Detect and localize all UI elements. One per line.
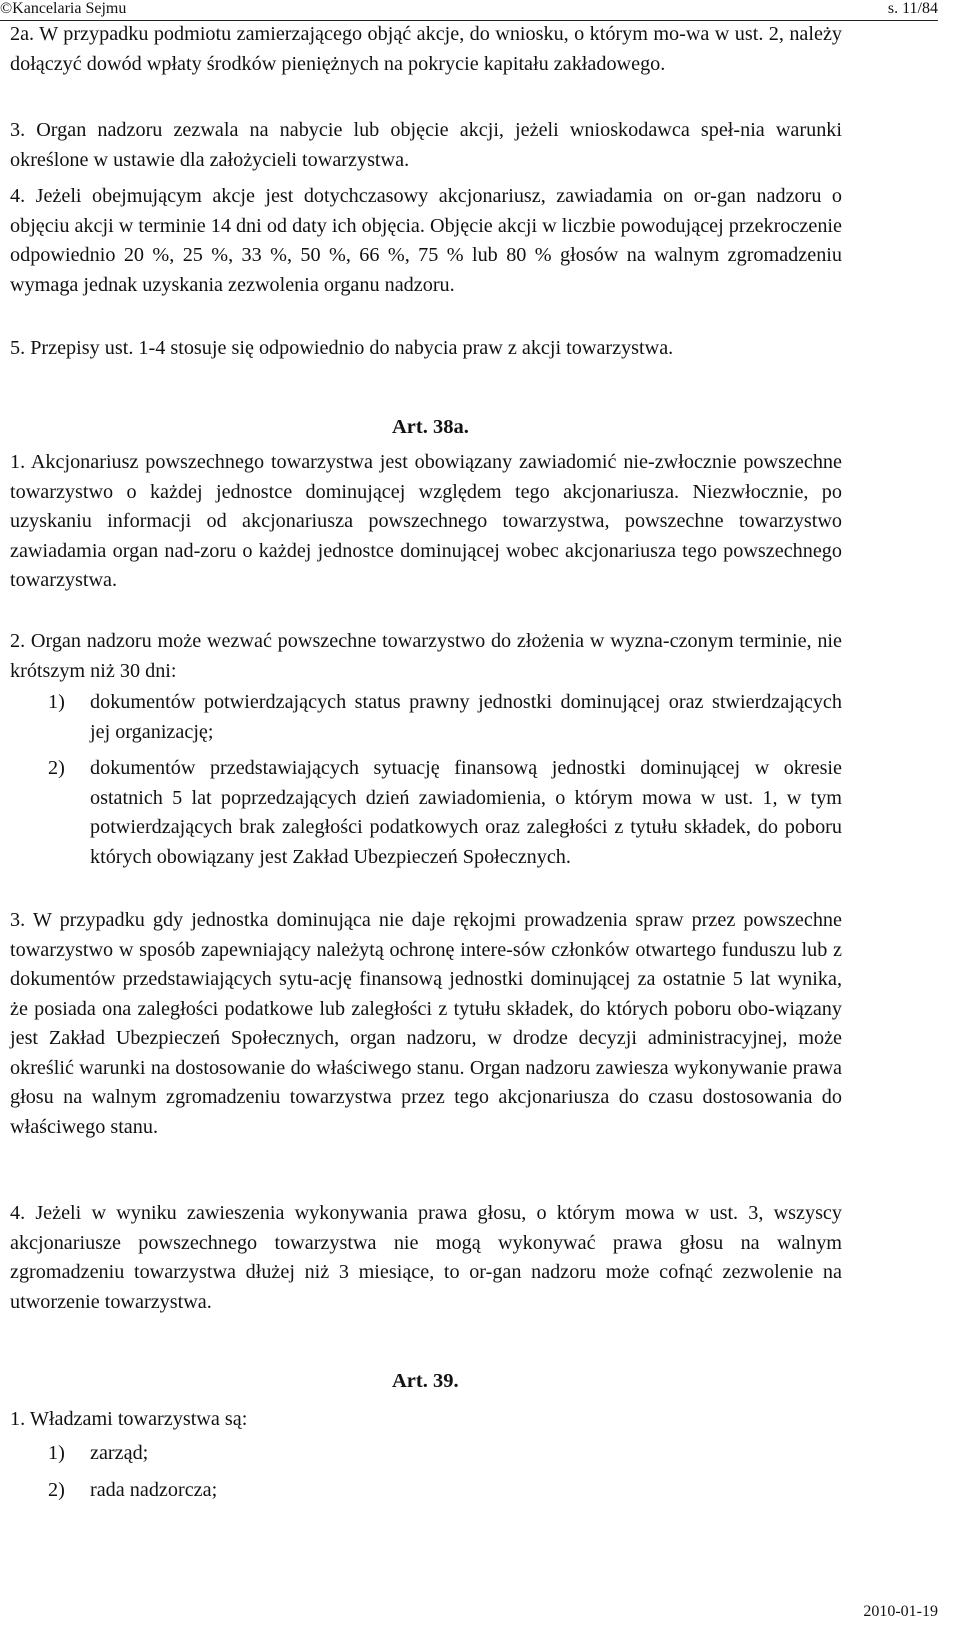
item-number: 1) [48, 1442, 65, 1464]
paragraph-2a: 2a. W przypadku podmiotu zamierzającego objąć akcje, do wniosku, o którym mo-wa w ust. 2, należy dołączyć dowód wpłaty środków pieniężnych na pokrycie kapitału zakładowego. [10, 23, 842, 75]
art39-item-1 [48, 1439, 548, 1469]
art38a-paragraph-2: 2. Organ nadzoru może wezwać powszechne towarzystwo do złożenia w wyzna-czonym terminie, nie krótszym niż 30 dni: [10, 630, 842, 682]
paragraph-3: 3. Organ nadzoru zezwala na nabycie lub objęcie akcji, jeżeli wnioskodawca speł-nia warunki określone w ustawie dla założycieli towarzystwa. [10, 119, 842, 171]
item-number: 1) [48, 691, 65, 713]
item-text: dokumentów przedstawiających sytuację finansową jednostki dominującej w okresie ostatnich 5 lat poprzedzających dzień zawiadomienia, o którym mowa w ust. 1, w tym potwierdzających brak zaległości podatkowych oraz zaległości z tytułu składek, do poboru których obowiązany jest Zakład Ubezpieczeń Społecznych. [90, 757, 842, 868]
art39-item-2 [48, 1476, 548, 1506]
item-text: dokumentów potwierdzających status prawny jednostki dominującej oraz stwierdzających jej organizację; [90, 691, 842, 743]
art38a-item-2 [48, 754, 842, 872]
article-39-title: Art. 39. [392, 1370, 459, 1392]
item-text: rada nadzorcza; [90, 1479, 218, 1501]
article-38a-title: Art. 38a. [392, 416, 469, 438]
item-text: zarząd; [90, 1442, 149, 1464]
art38a-paragraph-1: 1. Akcjonariusz powszechnego towarzystwa jest obowiązany zawiadomić nie-zwłocznie powszechne towarzystwo o każdej jednostce dominującej względem tego akcjonariusza. Niezwłocznie, po uzyskaniu informacji od akcjonariusza powszechnego towarzystwa, powszechne towarzystwo zawiadamia organ nad-zoru o każdej jednostce dominującej wobec akcjonariusza tego powszechnego towarzystwa. [10, 451, 842, 591]
paragraph-5: 5. Przepisy ust. 1-4 stosuje się odpowiednio do nabycia praw z akcji towarzystwa. [10, 337, 674, 359]
item-number: 2) [48, 757, 65, 779]
footer-date: 2010-01-19 [863, 1603, 938, 1620]
paragraph-4: 4. Jeżeli obejmującym akcje jest dotychczasowy akcjonariusz, zawiadamia on or-gan nadzoru o objęciu akcji w terminie 14 dni od daty ich objęcia. Objęcie akcji w liczbie powodującej przekroczenie odpowiednio 20 %, 25 %, 33 %, 50 %, 66 %, 75 % lub 80 % głosów na walnym zgromadzeniu wymaga jednak uzyskania zezwolenia organu nadzoru. [10, 185, 842, 296]
art39-paragraph-1: 1. Władzami towarzystwa są: [10, 1408, 248, 1430]
art38a-item-1 [48, 688, 842, 747]
art38a-paragraph-3: 3. W przypadku gdy jednostka dominująca nie daje rękojmi prowadzenia spraw przez powszechne towarzystwo w sposób zapewniający należytą ochronę intere-sów członków otwartego funduszu lub z dokumentów przedstawiających sytu-ację finansową jednostki dominującej za ostatnie 5 lat wynika, że posiada ona zaległości podatkowe lub zaległości z tytułu składek, do których poboru obo-wiązany jest Zakład Ubezpieczeń Społecznych, organ nadzoru, w drodze decyzji administracyjnej, może określić warunki na dostosowanie do właściwego stanu. Organ nadzoru zawiesza wykonywanie prawa głosu na walnym zgromadzeniu towarzystwa przez tego akcjonariusza do czasu dostosowania do właściwego stanu. [10, 909, 842, 1138]
header-page-number: s. 11/84 [887, 0, 938, 17]
header-source: ©Kancelaria Sejmu [0, 0, 127, 17]
item-number: 2) [48, 1479, 65, 1501]
art38a-paragraph-4: 4. Jeżeli w wyniku zawieszenia wykonywania prawa głosu, o którym mowa w ust. 3, wszyscy akcjonariusze powszechnego towarzystwa nie mogą wykonywać prawa głosu na walnym zgromadzeniu towarzystwa dłużej niż 3 miesiące, to or-gan nadzoru może cofnąć zezwolenie na utworzenie towarzystwa. [10, 1202, 842, 1313]
